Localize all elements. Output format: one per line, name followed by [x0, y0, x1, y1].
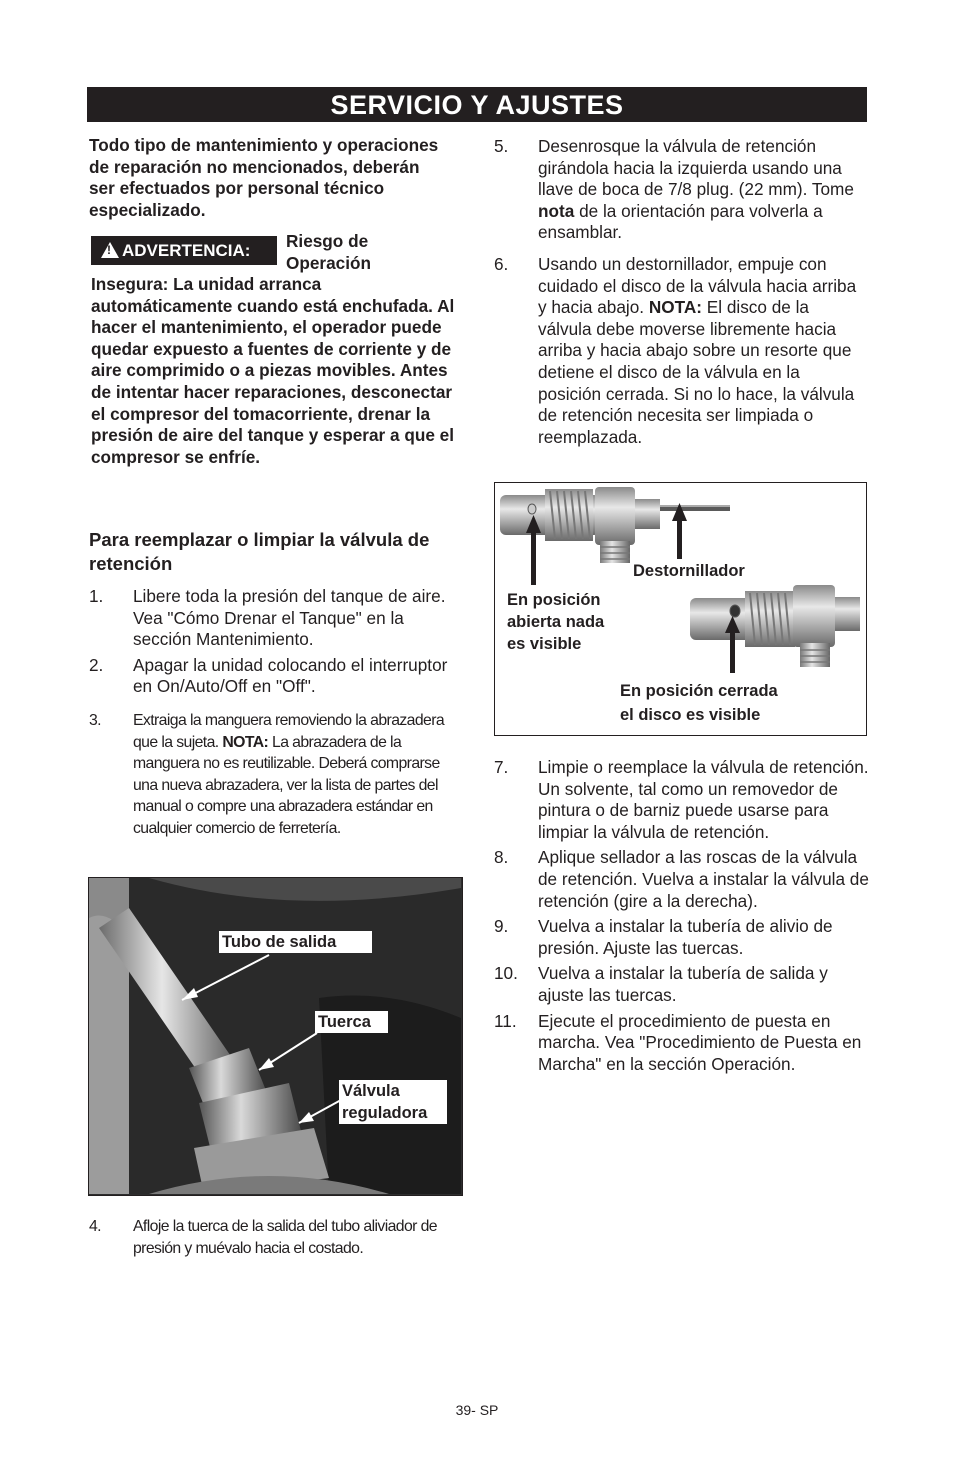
step-text: de la orientación para volverla a ensamblar.	[538, 200, 823, 243]
label-open-line3: es visible	[507, 635, 582, 653]
label-outlet-tube: Tubo de salida	[219, 931, 372, 953]
step-bold: NOTA:	[648, 297, 702, 318]
label-closed-position	[620, 679, 778, 727]
warning-risk-line2: Operación	[286, 252, 372, 273]
step-text: Vuelva a instalar la tubería de alivio de presión. Ajuste las tuercas.	[538, 916, 833, 958]
label-regulating-valve-line2: reguladora	[342, 1104, 428, 1122]
figure-outlet-tube-photo	[88, 877, 463, 1196]
step-number: 6.	[494, 253, 509, 274]
list-item	[494, 916, 869, 959]
label-nut: Tuerca	[315, 1011, 388, 1033]
arrow-screwdriver	[677, 517, 682, 559]
step-number: 4.	[89, 1218, 101, 1235]
steps-left-list	[89, 586, 459, 844]
label-screwdriver: Destornillador	[633, 562, 745, 580]
list-item	[494, 136, 864, 244]
label-open-line1: En posición	[507, 591, 601, 609]
step-number: 7.	[494, 757, 509, 777]
figure-check-valve	[494, 482, 867, 736]
step-text: Apagar la unidad colocando el interruptor en On/Auto/Off en "Off".	[133, 654, 448, 697]
label-open-position	[507, 589, 604, 655]
list-item	[89, 710, 459, 840]
step-number: 8.	[494, 847, 509, 868]
warning-badge-label: ADVERTENCIA:	[122, 241, 251, 260]
step-text: Vuelva a instalar la tubería de salida y ajuste las tuercas.	[538, 963, 828, 1005]
list-item	[494, 254, 864, 448]
step-text: Libere toda la presión del tanque de aire. Vea "Cómo Drenar el Tanque" en la sección Mantenimiento.	[133, 586, 446, 650]
step-text: El disco de la válvula debe moverse libremente hacia arriba y hacia abajo sobre un resorte que detiene el disco de la válvula en la posición cerrada. Si no lo hace, la válvula de retención necesita ser limpiada o reemplazada.	[538, 297, 855, 447]
step-number: 3.	[89, 711, 101, 729]
page-title: SERVICIO Y AJUSTES	[87, 87, 867, 122]
step-text: Aplique sellador a las roscas de la válvula de retención. Vuelva a instalar la válvula de retención (gire a la derecha).	[538, 847, 869, 911]
step-number: 1.	[89, 586, 104, 606]
figure1-arrows	[89, 878, 461, 1194]
step-text: La abrazadera de la manguera no es reutilizable. Deberá comprarse una nueva abrazadera, ver la lista de partes del manual o compre una abrazadera estándar en cualquier comercio de ferretería.	[133, 733, 440, 837]
list-item	[89, 655, 459, 698]
step-number: 9.	[494, 916, 509, 937]
warning-risk-line1: Riesgo de	[286, 231, 369, 251]
steps-right-bottom-list	[494, 757, 869, 1079]
list-item	[89, 586, 459, 651]
warning-text: Insegura: La unidad arranca automáticamente cuando está enchufada. Al hacer el mantenimiento, el operador puede quedar expuesto a fuentes de corriente y de aire comprimido o a piezas movibles. Antes de intentar hacer reparaciones, desconectar el compresor del tomacorriente, drenar la presión de aire del tanque y esperar a que el compresor se enfríe.	[91, 274, 455, 467]
label-regulating-valve-line1: Válvula	[342, 1082, 400, 1100]
warning-badge	[91, 236, 277, 265]
note-label: NOTA:	[222, 733, 269, 751]
step-4	[89, 1216, 464, 1259]
list-item	[494, 963, 869, 1006]
steps-right-top-list	[494, 136, 864, 452]
section-heading: Para reemplazar o limpiar la válvula de retención	[89, 529, 430, 574]
label-open-line2: abierta nada	[507, 613, 605, 631]
step-text: Extraiga la manguera removiendo la abrazadera que la sujeta.	[133, 711, 445, 751]
step-text: Desenrosque la válvula de retención girándola hacia la izquierda usando una llave de boca de 7/8 plug. (22 mm). Tome	[538, 136, 854, 200]
step-number: 11.	[494, 1010, 517, 1031]
step-bold: nota	[538, 200, 575, 221]
step-number: 10.	[494, 963, 518, 984]
warning-triangle-icon	[101, 242, 119, 258]
list-item	[89, 1216, 464, 1259]
list-item	[494, 1011, 869, 1076]
step-number: 2.	[89, 654, 104, 675]
page-number: 39- SP	[455, 1402, 499, 1418]
arrow-open-position	[531, 529, 536, 585]
label-closed-line2: el disco es visible	[620, 706, 761, 724]
warning-risk	[286, 231, 371, 274]
arrow-closed-position	[730, 629, 735, 673]
step-text: Usando un destornillador, empuje con cuidado el disco de la válvula hacia arriba y hacia abajo.	[538, 253, 857, 318]
step-number: 5.	[494, 136, 509, 156]
step-text: Afloje la tuerca de la salida del tubo aliviador de presión y muévalo hacia el costado.	[133, 1218, 437, 1257]
list-item	[494, 757, 869, 843]
intro-paragraph: Todo tipo de mantenimiento y operaciones de reparación no mencionados, deberán ser efectuados por personal técnico especializado.	[89, 135, 439, 220]
label-closed-line1: En posición cerrada	[620, 682, 778, 700]
list-item	[494, 847, 869, 912]
step-text: Limpie o reemplace la válvula de retención. Un solvente, tal como un removedor de pintura o de barniz puede usarse para limpiar la válvula de retención.	[538, 757, 869, 842]
step-text: Ejecute el procedimiento de puesta en marcha. Vea "Procedimiento de Puesta en Marcha" en la sección Operación.	[538, 1010, 862, 1074]
